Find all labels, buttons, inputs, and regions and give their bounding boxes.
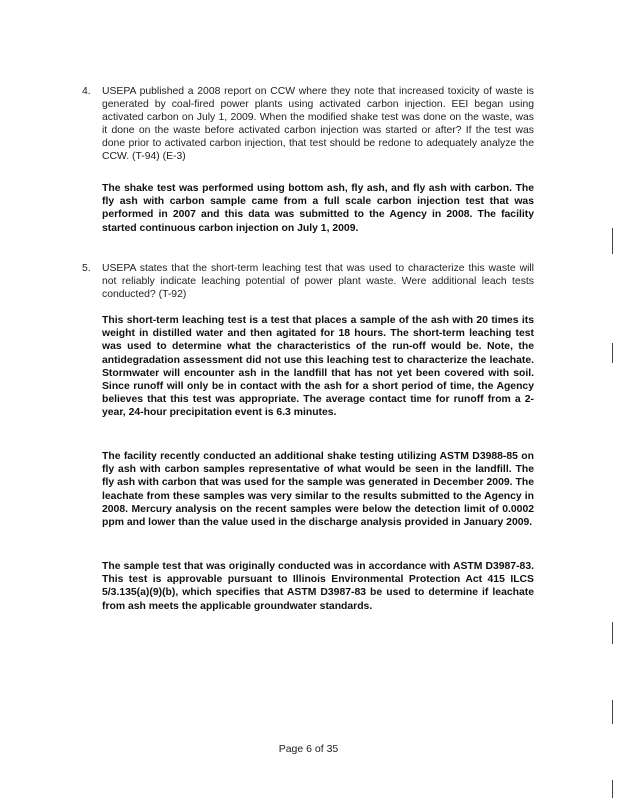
question-4-text: USEPA published a 2008 report on CCW where they note that increased toxicity of waste is generated by coal-fired power plants using activated carbon injection. EEI began using activated carbon on July 1, 2009. When the modified shake test was done on the waste, was it done on the waste before activated carbon injection was started or after? If the test was done prior to activated carbon injection, that test should be redone to adequately analyze the CCW. (T-94) (E-3) — [102, 86, 534, 163]
question-5-number: 5. — [82, 263, 91, 274]
answer-5-paragraph-1: This short-term leaching test is a test that places a sample of the ash with 20 times its weight in distilled water and then agitated for 18 hours. The short-term leaching test was used to determine what the characteristics of the run-off would be. Note, the antidegradation assessment did not use this leaching test to characterize the leachate. Stormwater will encounter ash in the landfill that has not yet been covered with soil. Since runoff will only be in contact with the ash for a short period of time, the Agency believes that this test was appropriate. The average contact time for runoff from a 2-year, 24-hour precipitation event is 6.3 minutes. — [102, 315, 534, 419]
question-4-number: 4. — [82, 86, 91, 97]
margin-change-bar — [612, 228, 613, 254]
page-number-footer: Page 6 of 35 — [278, 743, 339, 755]
margin-change-bar — [612, 343, 613, 363]
question-5-text: USEPA states that the short-term leaching test that was used to characterize this waste will not reliably indicate leaching potential of power plant waste. Were additional leach tests conducted? (T-92) — [102, 263, 534, 301]
answer-5-paragraph-2: The facility recently conducted an additional shake testing utilizing ASTM D3988-85 on fly ash with carbon samples representative of what would be seen in the landfill. The fly ash with carbon that was used for the sample was generated in December 2009. The leachate from these samples was very similar to the results submitted to the Agency in 2008. Mercury analysis on the recent samples were below the detection limit of 0.0002 ppm and lower than the value used in the discharge analysis provided in January 2009. — [102, 451, 534, 529]
margin-change-bar — [612, 700, 613, 724]
question-5 — [82, 262, 534, 301]
margin-change-bar — [612, 622, 613, 644]
answer-5-paragraph-3: The sample test that was originally conducted was in accordance with ASTM D3987-83. This test is approvable pursuant to Illinois Environmental Protection Act 415 ILCS 5/3.135(a)(9)(b), which specifies that ASTM D3987-83 be used to determine if leachate from ash meets the applicable groundwater standards. — [102, 561, 534, 612]
margin-change-bar — [612, 780, 613, 798]
answer-4-paragraph-1: The shake test was performed using bottom ash, fly ash, and fly ash with carbon. The fly ash with carbon sample came from a full scale carbon injection test that was performed in 2007 and this data was submitted to the Agency in 2008. The facility started continuous carbon injection on July 1, 2009. — [102, 183, 534, 234]
question-4 — [82, 85, 534, 164]
